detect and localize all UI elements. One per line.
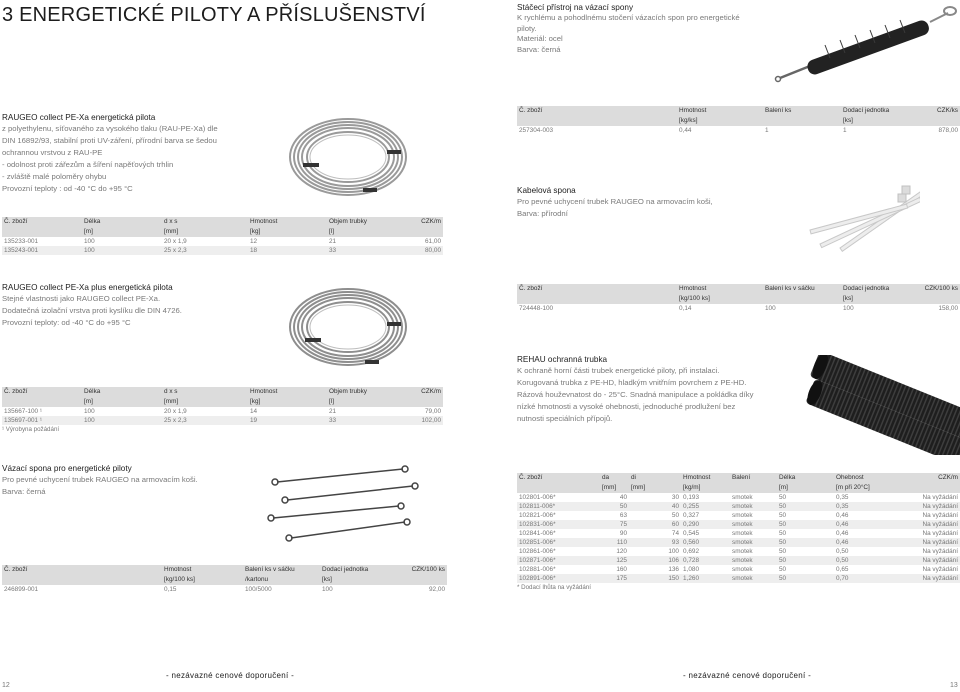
table-row (517, 520, 960, 529)
cell: 100 (322, 586, 333, 593)
desc-line: Barva: černá (517, 44, 561, 54)
col-header: Hmotnost (250, 218, 278, 225)
table-row (517, 493, 960, 502)
table-pe-xa-plus (2, 387, 443, 433)
cell: smotek (730, 538, 777, 547)
cell: 50 (779, 548, 787, 555)
cell: 257304-003 (519, 127, 554, 134)
desc-line: - odolnost proti zářezům a šíření napěťových trhlin (2, 160, 174, 169)
cell: 0,46 (834, 520, 908, 529)
cell: 878,00 (938, 127, 958, 134)
product-pe-xa-plus (2, 282, 242, 329)
col-header: Hmotnost (164, 566, 192, 573)
cell: 102881-006* (519, 566, 556, 573)
col-header: Dodací jednotka (843, 285, 890, 292)
table-row (2, 585, 447, 594)
product-description (517, 365, 767, 425)
col-header: CZK/100 ks (411, 566, 445, 573)
table-row (517, 126, 960, 135)
cell: 0,15 (164, 586, 177, 593)
table-row (2, 237, 443, 246)
cell: 0,560 (681, 538, 730, 547)
cell: 1,260 (681, 574, 730, 583)
col-header: Délka (84, 388, 101, 395)
cell: 25 x 2,3 (162, 416, 248, 425)
cell: 20 x 1,9 (164, 408, 187, 415)
desc-line: Barva: černá (2, 487, 46, 496)
cell: 19 (248, 416, 327, 425)
cell: Na vyžádání (922, 530, 958, 537)
footnote: ¹ Výrobyna požádání (2, 426, 60, 433)
desc-line: ochrannou vrstvou z RAU-PE (2, 148, 103, 157)
cell: smotek (730, 556, 777, 565)
col-unit: [l] (329, 398, 334, 405)
cell: 102861-006* (519, 548, 556, 555)
col-header: Délka (84, 218, 101, 225)
col-unit: [kg] (250, 228, 261, 235)
footer-note: - nezávazné cenové doporučení - (166, 671, 295, 680)
product-tie-wire (2, 463, 242, 498)
pipe-table-body (517, 493, 960, 583)
col-unit: [mm] (164, 398, 179, 405)
desc-line: Barva: přírodní (517, 209, 568, 218)
cell: 0,44 (679, 127, 692, 134)
cell: 50 (777, 520, 834, 529)
desc-line: Stejné vlastnosti jako RAUGEO collect PE-Xa. (2, 294, 161, 303)
col-unit: [mm] (631, 484, 646, 491)
col-unit: [m při 20°C] (836, 484, 870, 491)
cell: 0,35 (836, 494, 849, 501)
cell: 100/5000 (245, 586, 272, 593)
col-header: CZK/m (421, 388, 441, 395)
cell: 0,193 (683, 494, 699, 501)
col-unit: [m] (779, 484, 788, 491)
table-row (517, 565, 960, 574)
col-header: Dodací jednotka (322, 566, 369, 573)
footer-note: - nezávazné cenové doporučení - (683, 671, 812, 680)
col-header: CZK/ks (937, 107, 958, 114)
cell: 0,545 (683, 530, 699, 537)
product-title: REHAU ochranná trubka (517, 355, 608, 364)
cell: 175 (600, 574, 629, 583)
cell: 102871-006* (517, 556, 600, 565)
col-unit: [kg/100 ks] (679, 295, 710, 302)
cell: Na vyžádání (922, 494, 958, 501)
col-header: CZK/m (421, 218, 441, 225)
col-header: Délka (779, 474, 796, 481)
col-header: Č. zboží (4, 566, 28, 573)
table-cable-tie (517, 284, 960, 313)
cell: Na vyžádání (922, 548, 958, 555)
cell: Na vyžádání (908, 538, 960, 547)
desc-line: K ochraně horní části trubek energetické piloty, při instalaci. (517, 366, 720, 375)
product-title: RAUGEO collect PE-Xa energetická pilota (2, 113, 156, 122)
col-unit: [mm] (164, 228, 179, 235)
col-unit: [ks] (322, 576, 332, 583)
cell: 0,35 (834, 502, 908, 511)
col-header: Hmotnost (679, 285, 707, 292)
cell: 246899-001 (4, 586, 39, 593)
cell: 102831-006* (517, 520, 600, 529)
cell: 0,692 (683, 548, 699, 555)
cell: 80,00 (401, 246, 443, 255)
col-header: Hmotnost (679, 107, 707, 114)
cell: 0,255 (681, 502, 730, 511)
tie-wire-image (255, 462, 425, 554)
desc-line: Pro pevné uchycení trubek RAUGEO na armovacím koši. (2, 475, 198, 484)
cell: 33 (327, 416, 401, 425)
table-pe-xa (2, 217, 443, 255)
cell: 136 (668, 566, 679, 573)
product-description (517, 13, 747, 55)
product-description (2, 123, 232, 195)
col-header: Ohebnost (836, 474, 864, 481)
table-row (517, 574, 960, 583)
col-unit: [ks] (843, 295, 853, 302)
pipe-coil-image (283, 110, 413, 205)
cell: 0,50 (836, 548, 849, 555)
desc-line: z polyethylenu, síťovaného za vysokého tlaku (RAU-PE-Xa) dle (2, 124, 218, 133)
cell: 50 (600, 502, 629, 511)
col-unit: [kg] (250, 398, 261, 405)
col-header: Č. zboží (4, 218, 28, 225)
product-title: RAUGEO collect PE-Xa plus energetická pilota (2, 283, 173, 292)
cell: 0,46 (836, 512, 849, 519)
col-header: Objem trubky (329, 388, 368, 395)
col-header: Č. zboží (519, 285, 543, 292)
cell: 1,080 (683, 566, 699, 573)
cell: 33 (327, 246, 401, 255)
cell: 0,46 (836, 530, 849, 537)
cell: Na vyžádání (908, 574, 960, 583)
cell: 106 (629, 556, 681, 565)
table-row (2, 407, 443, 416)
cell: 18 (248, 246, 327, 255)
col-header: Č. zboží (519, 107, 543, 114)
cell: 21 (329, 238, 337, 245)
cell: 100 (84, 238, 95, 245)
cell: 50 (779, 530, 787, 537)
cell: 102,00 (401, 416, 443, 425)
cell: 100 (84, 408, 95, 415)
page-number: 13 (950, 682, 958, 689)
table-row (517, 502, 960, 511)
col-header: di (631, 474, 636, 481)
table-row (517, 511, 960, 520)
desc-line: Pro pevné uchycení trubek RAUGEO na armovacím koši, (517, 197, 713, 206)
cell: 93 (629, 538, 681, 547)
cell: 60 (629, 520, 681, 529)
cell: 1 (765, 127, 769, 134)
cell: 50 (779, 494, 787, 501)
cell: 102841-006* (519, 530, 556, 537)
desc-line: DIN 16892/93, stabilní proti UV-záření, přírodní barva se šedou (2, 136, 217, 145)
product-description (2, 474, 242, 498)
page-number: 12 (2, 682, 10, 689)
cell: 61,00 (425, 238, 441, 245)
corrugated-pipe-image (800, 355, 960, 455)
cell: 25 x 2,3 (162, 246, 248, 255)
cell: 0,290 (681, 520, 730, 529)
cell: 135697-001 ¹ (2, 416, 82, 425)
cell: 0,327 (683, 512, 699, 519)
desc-line: K rychlému a pohodlnému stočení vázacích spon pro energetické (517, 13, 740, 22)
cell: Na vyžádání (908, 556, 960, 565)
desc-line: Provozní teploty: od -40 °C do +95 °C (2, 318, 131, 327)
cell: 150 (629, 574, 681, 583)
product-title: Vázací spona pro energetické piloty (2, 464, 132, 473)
cell: 0,14 (679, 305, 692, 312)
cell: 92,00 (429, 586, 445, 593)
cell: smotek (732, 494, 753, 501)
col-header: d x s (164, 388, 178, 395)
col-unit: [m] (84, 228, 93, 235)
cell: 20 x 1,9 (164, 238, 187, 245)
cell: 40 (629, 502, 681, 511)
cell: 50 (777, 574, 834, 583)
cell: 30 (671, 494, 679, 501)
col-header: Balení (732, 474, 751, 481)
product-tying-tool (517, 2, 747, 55)
cable-tie-image (800, 182, 920, 282)
cell: Na vyžádání (908, 520, 960, 529)
col-unit: /kartonu (245, 576, 269, 583)
col-unit: [kg/ks] (679, 117, 698, 124)
col-header: Dodací jednotka (843, 107, 890, 114)
tying-tool-image (770, 0, 960, 90)
table-tying-tool (517, 106, 960, 135)
cell: 21 (329, 408, 337, 415)
cell: 1 (843, 127, 847, 134)
table-row (517, 304, 960, 313)
col-unit: [l] (329, 228, 334, 235)
page-heading: 3 ENERGETICKÉ PILOTY A PŘÍSLUŠENSTVÍ (2, 4, 426, 26)
cell: 120 (616, 548, 627, 555)
cell: Na vyžádání (908, 502, 960, 511)
col-header: CZK/m (938, 474, 958, 481)
product-description (517, 196, 747, 220)
table-row (517, 556, 960, 565)
cell: 135233-001 (4, 238, 39, 245)
cell: 102811-006* (517, 502, 600, 511)
col-header: Hmotnost (250, 388, 278, 395)
cell: smotek (732, 548, 753, 555)
col-header: Hmotnost (683, 474, 711, 481)
cell: 160 (616, 566, 627, 573)
desc-line: piloty. (517, 23, 537, 33)
table-row (2, 416, 443, 425)
cell: 0,50 (834, 556, 908, 565)
col-unit: [ks] (843, 117, 853, 124)
col-header: Objem trubky (329, 218, 368, 225)
desc-line: Korugovaná trubka z PE-HD, hladkým vnitřním povrchem z PE-HD. (517, 378, 747, 387)
product-cable-tie (517, 185, 747, 220)
cell: 135667-100 ¹ (4, 408, 43, 415)
table-row (517, 529, 960, 538)
col-header: Balení ks v sáčku (765, 285, 815, 292)
cell: smotek (732, 566, 753, 573)
col-unit: [kg/100 ks] (164, 576, 195, 583)
cell: 50 (671, 512, 679, 519)
table-row (517, 547, 960, 556)
desc-line: Materiál: ocel (517, 34, 563, 43)
col-header: Balení ks (765, 107, 792, 114)
cell: Na vyžádání (922, 512, 958, 519)
cell: 50 (777, 556, 834, 565)
cell: 135243-001 (2, 246, 82, 255)
product-pe-xa (2, 112, 232, 195)
col-header: Balení ks v sáčku (245, 566, 295, 573)
col-header: da (602, 474, 610, 481)
table-row (517, 538, 960, 547)
cell: 50 (777, 538, 834, 547)
cell: 102821-006* (519, 512, 556, 519)
product-title: Stáčecí přístroj na vázací spony (517, 3, 634, 12)
desc-line: Dodatečná izolační vrstva proti kyslíku dle DIN 4726. (2, 306, 182, 315)
cell: 110 (600, 538, 629, 547)
col-unit: [m] (84, 398, 93, 405)
product-description (2, 293, 242, 329)
footnote: * Dodací lhůta na vyžádání (517, 584, 591, 591)
col-unit: [mm] (602, 484, 617, 491)
cell: smotek (730, 502, 777, 511)
table-protective-pipe (517, 473, 960, 591)
table-tie-wire (2, 565, 447, 594)
cell: 724448-100 (519, 305, 554, 312)
cell: 100 (82, 416, 162, 425)
cell: Na vyžádání (922, 566, 958, 573)
cell: 100 (765, 305, 776, 312)
product-protective-pipe (517, 354, 767, 425)
desc-line: Provozní teploty : od -40 °C do +95 °C (2, 184, 133, 193)
cell: 125 (600, 556, 629, 565)
table-row (2, 246, 443, 255)
cell: 40 (619, 494, 627, 501)
cell: smotek (732, 512, 753, 519)
cell: 0,70 (834, 574, 908, 583)
desc-line: nízké hmotnosti a vysoké ohebnosti, jednoduché prodlužení bez (517, 402, 736, 411)
cell: 50 (777, 502, 834, 511)
cell: smotek (730, 520, 777, 529)
cell: 102851-006* (517, 538, 600, 547)
cell: 102891-006* (517, 574, 600, 583)
desc-line: Rázová houževnatost do - 25°C. Snadná manipulace a pokládka díky (517, 390, 754, 399)
cell: smotek (732, 530, 753, 537)
cell: 100 (843, 305, 854, 312)
col-header: Č. zboží (519, 474, 543, 481)
cell: 14 (250, 408, 258, 415)
cell: 0,65 (836, 566, 849, 573)
col-header: d x s (164, 218, 178, 225)
cell: 0,46 (834, 538, 908, 547)
cell: 79,00 (425, 408, 441, 415)
pipe-coil-plus-image (283, 280, 413, 375)
cell: 90 (619, 530, 627, 537)
cell: 102801-006* (519, 494, 556, 501)
product-title: Kabelová spona (517, 186, 576, 195)
desc-line: - zvláště malé poloměry ohybu (2, 172, 107, 181)
cell: 100 (668, 548, 679, 555)
cell: 12 (250, 238, 258, 245)
cell: 63 (619, 512, 627, 519)
cell: 50 (779, 512, 787, 519)
cell: 0,728 (681, 556, 730, 565)
col-header: CZK/100 ks (924, 285, 958, 292)
cell: 158,00 (938, 305, 958, 312)
cell: 74 (671, 530, 679, 537)
col-unit: [kg/m] (683, 484, 701, 491)
desc-line: nutnosti speciálních přípojů. (517, 414, 613, 423)
col-header: Č. zboží (4, 388, 28, 395)
cell: 50 (779, 566, 787, 573)
cell: 75 (600, 520, 629, 529)
cell: 100 (82, 246, 162, 255)
cell: smotek (730, 574, 777, 583)
